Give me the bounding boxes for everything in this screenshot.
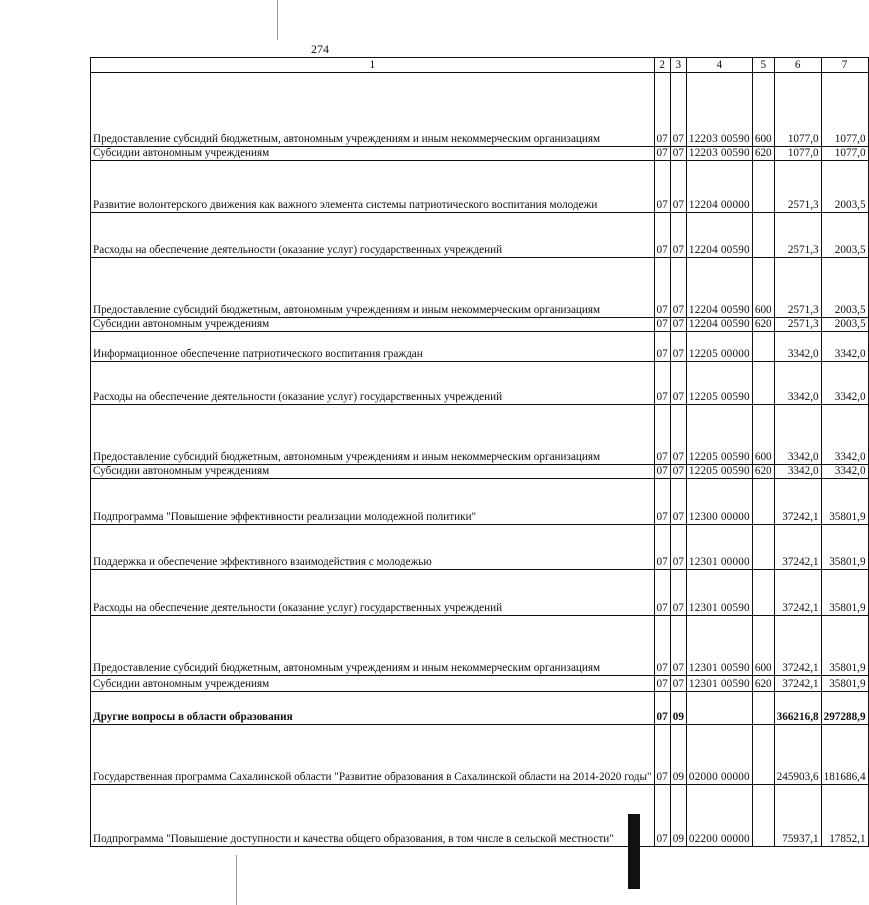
row-amount-col6: 37242,1: [774, 570, 821, 616]
row-section: 07: [654, 405, 670, 465]
row-amount-col7: 35801,9: [821, 616, 868, 676]
table-row: [91, 692, 869, 725]
row-amount-col6: 3342,0: [774, 405, 821, 465]
column-header-3: 3: [670, 58, 686, 73]
table-row: [91, 258, 869, 318]
row-amount-col7: 2003,5: [821, 258, 868, 318]
row-subsection: 07: [670, 213, 686, 258]
row-expense-type: [752, 725, 774, 785]
column-header-5: 5: [752, 58, 774, 73]
row-subsection: 09: [670, 692, 686, 725]
row-target-article: 12204 00590: [686, 318, 752, 332]
row-name: Субсидии автономным учреждениям: [91, 676, 655, 692]
row-expense-type: [752, 213, 774, 258]
row-target-article: [686, 692, 752, 725]
row-name: Другие вопросы в области образования: [91, 692, 655, 725]
row-section: 07: [654, 692, 670, 725]
row-subsection: 07: [670, 570, 686, 616]
row-target-article: 12205 00590: [686, 405, 752, 465]
row-subsection: 07: [670, 147, 686, 161]
row-name: Расходы на обеспечение деятельности (оказание услуг) государственных учреждений: [91, 570, 655, 616]
scan-artifact-line: [277, 0, 278, 40]
row-name: Поддержка и обеспечение эффективного взаимодействия с молодежью: [91, 525, 655, 570]
row-name: Информационное обеспечение патриотического воспитания граждан: [91, 332, 655, 362]
row-section: 07: [654, 616, 670, 676]
row-target-article: 12301 00000: [686, 525, 752, 570]
column-header-7: 7: [821, 58, 868, 73]
table-row: [91, 785, 869, 847]
row-name: Предоставление субсидий бюджетным, автономным учреждениям и иным некоммерческим организациям: [91, 258, 655, 318]
row-amount-col6: 245903,6: [774, 725, 821, 785]
row-amount-col7: 181686,4: [821, 725, 868, 785]
row-target-article: 12204 00590: [686, 258, 752, 318]
row-name: Предоставление субсидий бюджетным, автономным учреждениям и иным некоммерческим организациям: [91, 405, 655, 465]
row-amount-col7: 3342,0: [821, 405, 868, 465]
row-subsection: 07: [670, 405, 686, 465]
row-amount-col6: 1077,0: [774, 73, 821, 147]
row-section: 07: [654, 73, 670, 147]
row-name: Развитие волонтерского движения как важного элемента системы патриотического воспитания молодежи: [91, 161, 655, 213]
column-header-2: 2: [654, 58, 670, 73]
row-section: 07: [654, 785, 670, 847]
row-expense-type: [752, 362, 774, 405]
row-amount-col7: 35801,9: [821, 570, 868, 616]
row-section: 07: [654, 213, 670, 258]
row-expense-type: 620: [752, 465, 774, 479]
row-section: 07: [654, 258, 670, 318]
page-number: 274: [311, 42, 329, 56]
table-row: [91, 525, 869, 570]
row-subsection: 07: [670, 318, 686, 332]
row-amount-col7: 35801,9: [821, 525, 868, 570]
table-row: [91, 725, 869, 785]
table-row: [91, 616, 869, 676]
row-amount-col6: 2571,3: [774, 213, 821, 258]
budget-table: [90, 57, 869, 847]
row-section: 07: [654, 479, 670, 525]
table-row: [91, 332, 869, 362]
scan-edge-mark: [628, 814, 640, 889]
column-number-row: [91, 58, 869, 73]
row-amount-col7: 2003,5: [821, 213, 868, 258]
row-expense-type: 620: [752, 147, 774, 161]
row-subsection: 07: [670, 161, 686, 213]
row-section: 07: [654, 318, 670, 332]
row-target-article: 12301 00590: [686, 616, 752, 676]
row-amount-col6: 37242,1: [774, 616, 821, 676]
row-subsection: 07: [670, 465, 686, 479]
row-expense-type: 620: [752, 318, 774, 332]
row-subsection: 07: [670, 676, 686, 692]
row-name: Предоставление субсидий бюджетным, автономным учреждениям и иным некоммерческим организациям: [91, 616, 655, 676]
table-row: [91, 405, 869, 465]
row-expense-type: 600: [752, 405, 774, 465]
row-expense-type: 600: [752, 73, 774, 147]
row-target-article: 12203 00590: [686, 147, 752, 161]
table-row: [91, 676, 869, 692]
row-subsection: 09: [670, 785, 686, 847]
row-section: 07: [654, 676, 670, 692]
row-amount-col7: 3342,0: [821, 332, 868, 362]
row-expense-type: 600: [752, 616, 774, 676]
row-amount-col6: 2571,3: [774, 161, 821, 213]
row-section: 07: [654, 725, 670, 785]
row-target-article: 12204 00590: [686, 213, 752, 258]
table-row: [91, 73, 869, 147]
row-expense-type: 620: [752, 676, 774, 692]
row-section: 07: [654, 161, 670, 213]
row-amount-col6: 75937,1: [774, 785, 821, 847]
row-amount-col6: 2571,3: [774, 318, 821, 332]
row-expense-type: [752, 692, 774, 725]
row-name: Расходы на обеспечение деятельности (оказание услуг) государственных учреждений: [91, 362, 655, 405]
row-expense-type: [752, 525, 774, 570]
row-amount-col6: 3342,0: [774, 362, 821, 405]
column-header-4: 4: [686, 58, 752, 73]
row-target-article: 12203 00590: [686, 73, 752, 147]
table-row: [91, 479, 869, 525]
row-name: Субсидии автономным учреждениям: [91, 318, 655, 332]
row-expense-type: [752, 161, 774, 213]
row-target-article: 12204 00000: [686, 161, 752, 213]
row-amount-col6: 2571,3: [774, 258, 821, 318]
row-subsection: 07: [670, 479, 686, 525]
row-target-article: 12301 00590: [686, 676, 752, 692]
row-amount-col7: 1077,0: [821, 73, 868, 147]
row-name: Подпрограмма "Повышение доступности и качества общего образования, в том числе в сельской местности": [91, 785, 655, 847]
row-name: Субсидии автономным учреждениям: [91, 465, 655, 479]
row-amount-col7: 35801,9: [821, 676, 868, 692]
table-row: [91, 213, 869, 258]
row-expense-type: [752, 785, 774, 847]
row-name: Государственная программа Сахалинской области "Развитие образования в Сахалинской области на 2014-2020 годы": [91, 725, 655, 785]
row-subsection: 07: [670, 258, 686, 318]
row-amount-col7: 2003,5: [821, 318, 868, 332]
row-target-article: 02200 00000: [686, 785, 752, 847]
row-name: Предоставление субсидий бюджетным, автономным учреждениям и иным некоммерческим организациям: [91, 73, 655, 147]
row-amount-col7: 1077,0: [821, 147, 868, 161]
row-section: 07: [654, 147, 670, 161]
row-expense-type: [752, 570, 774, 616]
row-amount-col7: 35801,9: [821, 479, 868, 525]
row-subsection: 09: [670, 725, 686, 785]
row-amount-col7: 17852,1: [821, 785, 868, 847]
row-section: 07: [654, 362, 670, 405]
row-name: Расходы на обеспечение деятельности (оказание услуг) государственных учреждений: [91, 213, 655, 258]
row-subsection: 07: [670, 525, 686, 570]
table-row: [91, 161, 869, 213]
row-subsection: 07: [670, 362, 686, 405]
row-expense-type: [752, 479, 774, 525]
scan-artifact-line: [236, 855, 237, 905]
row-target-article: 12301 00590: [686, 570, 752, 616]
row-subsection: 07: [670, 73, 686, 147]
column-header-6: 6: [774, 58, 821, 73]
row-subsection: 07: [670, 616, 686, 676]
row-section: 07: [654, 525, 670, 570]
row-target-article: 12205 00000: [686, 332, 752, 362]
row-section: 07: [654, 465, 670, 479]
row-subsection: 07: [670, 332, 686, 362]
column-header-1: 1: [91, 58, 655, 73]
table-row: [91, 465, 869, 479]
row-amount-col6: 366216,8: [774, 692, 821, 725]
row-expense-type: [752, 332, 774, 362]
row-target-article: 02000 00000: [686, 725, 752, 785]
row-target-article: 12300 00000: [686, 479, 752, 525]
table-row: [91, 570, 869, 616]
row-amount-col6: 37242,1: [774, 525, 821, 570]
row-target-article: 12205 00590: [686, 362, 752, 405]
row-amount-col6: 3342,0: [774, 332, 821, 362]
row-amount-col6: 1077,0: [774, 147, 821, 161]
table-row: [91, 147, 869, 161]
row-amount-col6: 37242,1: [774, 676, 821, 692]
row-target-article: 12205 00590: [686, 465, 752, 479]
row-amount-col7: 2003,5: [821, 161, 868, 213]
row-section: 07: [654, 570, 670, 616]
row-name: Подпрограмма "Повышение эффективности реализации молодежной политики": [91, 479, 655, 525]
row-amount-col6: 37242,1: [774, 479, 821, 525]
row-amount-col7: 297288,9: [821, 692, 868, 725]
row-amount-col7: 3342,0: [821, 362, 868, 405]
table-row: [91, 362, 869, 405]
row-name: Субсидии автономным учреждениям: [91, 147, 655, 161]
row-amount-col7: 3342,0: [821, 465, 868, 479]
table-row: [91, 318, 869, 332]
row-amount-col6: 3342,0: [774, 465, 821, 479]
row-expense-type: 600: [752, 258, 774, 318]
row-section: 07: [654, 332, 670, 362]
